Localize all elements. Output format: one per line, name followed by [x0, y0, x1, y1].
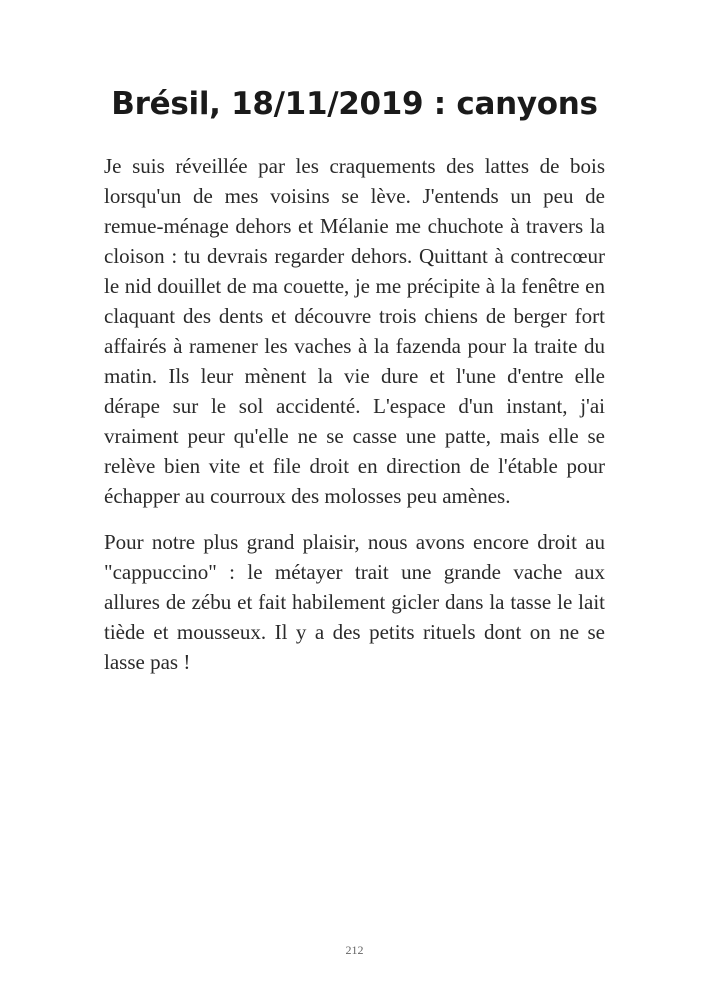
paragraph-2: Pour notre plus grand plaisir, nous avons encore droit au "cappuccino" : le métayer trait une grande vache aux allures de zébu et fait habilement gicler dans la tasse le lait tiède et mousseux. Il y a des petits rituels dont on ne se lasse pas ! — [104, 530, 605, 674]
page-number: 212 — [345, 943, 364, 957]
body-text — [104, 151, 605, 677]
paragraph-1: Je suis réveillée par les craquements des lattes de bois lorsqu'un de mes voisins se lève. J'entends un peu de remue-ménage dehors et Mélanie me chuchote à travers la cloison : tu devrais regarder dehors. Quittant à contrecœur le nid douillet de ma couette, je me précipite à la fenêtre en claquant des dents et découvre trois chiens de berger fort affairés à ramener les vaches à la fazenda pour la traite du matin. Ils leur mènent la vie dure et l'une d'entre elle dérape sur le sol accidenté. L'espace d'un instant, j'ai vraiment peur qu'elle ne se casse une patte, mais elle se relève bien vite et file droit en direction de l'étable pour échapper au courroux des molosses peu amènes. — [104, 154, 605, 508]
page-title: Brésil, 18/11/2019 : canyons — [111, 86, 598, 122]
